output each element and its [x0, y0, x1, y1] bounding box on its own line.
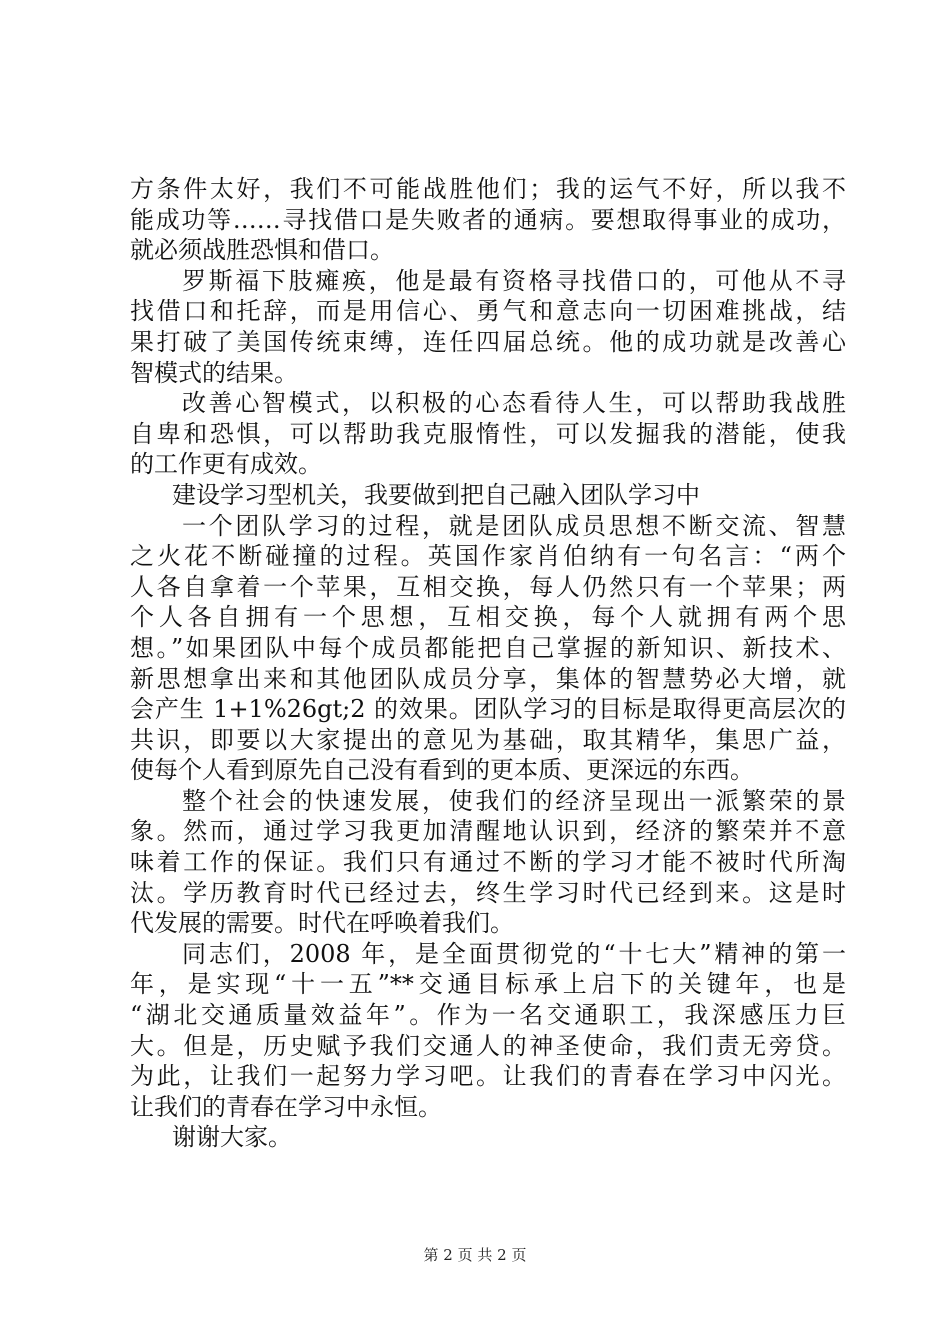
text-line: “湖北交通质量效益年”。作为一名交通职工，我深感压力巨 [130, 1001, 846, 1030]
text-line: 能成功等……寻找借口是失败者的通病。要想取得事业的成功， [130, 205, 846, 234]
closing-line: 谢谢大家。 [172, 1123, 292, 1152]
text-line: 方条件太好，我们不可能战胜他们；我的运气不好，所以我不 [130, 175, 846, 203]
section-heading: 建设学习型机关，我要做到把自己融入团队学习中 [172, 480, 700, 509]
paragraph-first-line: 一个团队学习的过程，就是团队成员思想不断交流、智慧 [182, 511, 846, 540]
document-body [130, 174, 846, 1153]
text-line: 为此，让我们一起努力学习吧。让我们的青春在学习中闪光。 [130, 1062, 846, 1091]
text-line: 让我们的青春在学习中永恒。 [130, 1092, 442, 1121]
text-line: 果打破了美国传统束缚，连任四届总统。他的成功就是改善心 [130, 327, 846, 356]
text-line: 就必须战胜恐惧和借口。 [130, 236, 394, 265]
text-line: 共识，即要以大家提出的意见为基础，取其精华，集思广益， [130, 725, 846, 754]
page-number-footer: 第 2 页 共 2 页 [423, 1246, 527, 1264]
text-line: 个人各自拥有一个思想，互相交换，每个人就拥有两个思 [130, 603, 846, 632]
paragraph-first-line: 整个社会的快速发展，使我们的经济呈现出一派繁荣的景 [182, 786, 846, 815]
text-line: 之火花不断碰撞的过程。英国作家肖伯纳有一句名言：“两个 [130, 542, 846, 571]
text-line: 找借口和托辞，而是用信心、勇气和意志向一切困难挑战，结 [130, 297, 846, 326]
paragraph-first-line: 改善心智模式，以积极的心态看待人生，可以帮助我战胜 [182, 389, 846, 418]
paragraph-first-line: 罗斯福下肢瘫痪，他是最有资格寻找借口的，可他从不寻 [182, 266, 846, 295]
text-line: 年，是实现“十一五”**交通目标承上启下的关键年，也是 [130, 970, 846, 999]
text-line: 味着工作的保证。我们只有通过不断的学习才能不被时代所淘 [130, 848, 846, 877]
text-line: 会产生 1+1%26gt;2 的效果。团队学习的目标是取得更高层次的 [130, 695, 846, 724]
text-line: 智模式的结果。 [130, 358, 298, 387]
text-line: 象。然而，通过学习我更加清醒地认识到，经济的繁荣并不意 [130, 817, 846, 846]
paragraph-first-line: 同志们，2008 年，是全面贯彻党的“十七大”精神的第一 [182, 939, 846, 968]
text-line: 使每个人看到原先自己没有看到的更本质、更深远的东西。 [130, 756, 754, 785]
text-line: 的工作更有成效。 [130, 450, 322, 479]
text-line: 想。”如果团队中每个成员都能把自己掌握的新知识、新技术、 [130, 633, 846, 662]
text-line: 大。但是，历史赋予我们交通人的神圣使命，我们责无旁贷。 [130, 1031, 846, 1060]
text-line: 新思想拿出来和其他团队成员分享，集体的智慧势必大增，就 [130, 664, 846, 693]
text-line: 人各自拿着一个苹果，互相交换，每人仍然只有一个苹果；两 [130, 572, 846, 601]
text-line: 汰。学历教育时代已经过去，终生学习时代已经到来。这是时 [130, 878, 846, 907]
text-line: 自卑和恐惧，可以帮助我克服惰性，可以发掘我的潜能，使我 [130, 419, 846, 448]
text-line: 代发展的需要。时代在呼唤着我们。 [130, 909, 514, 938]
